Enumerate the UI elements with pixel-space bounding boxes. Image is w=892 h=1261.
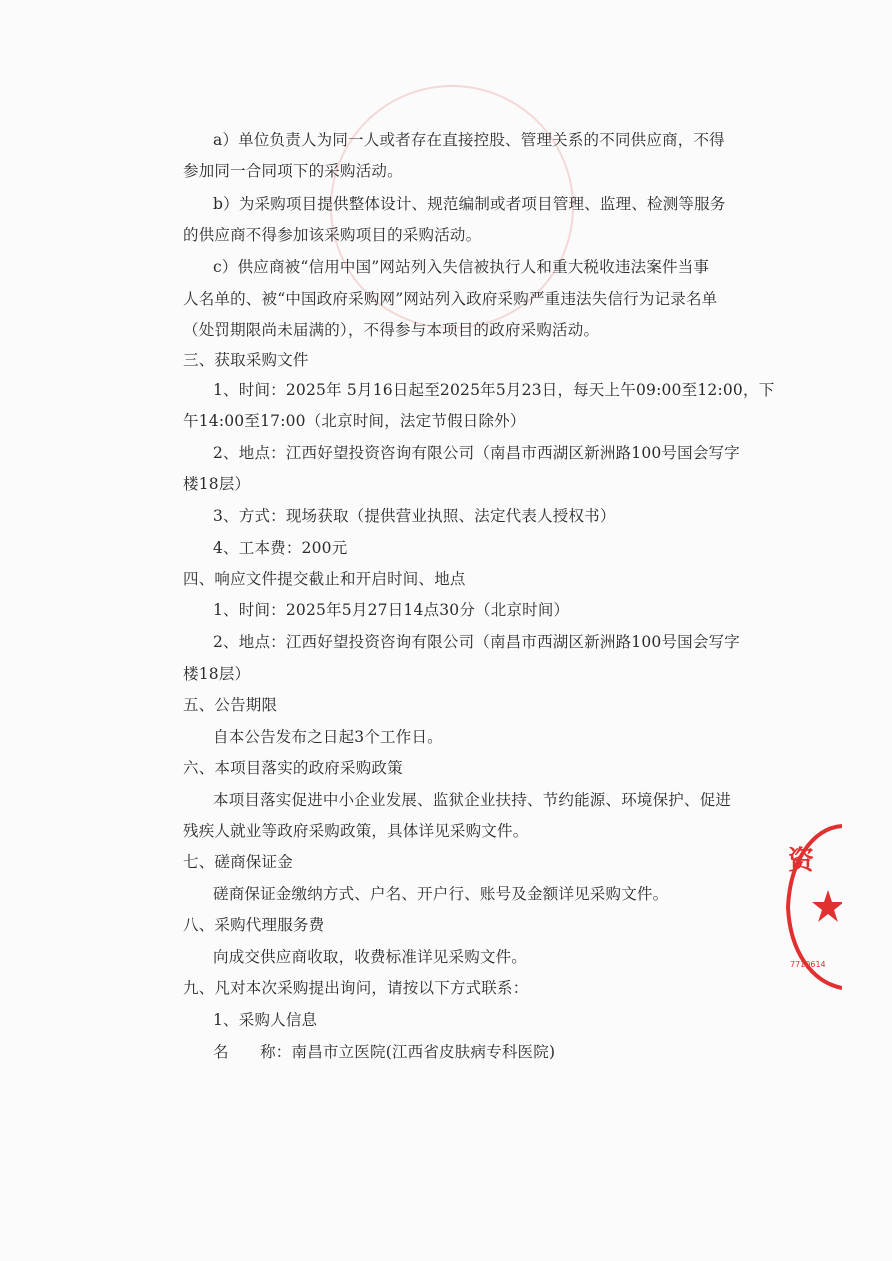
official-seal-partial [782,822,842,992]
text-line: 3、方式：现场获取（提供营业执照、法定代表人授权书） [213,507,616,525]
text-line: 2、地点：江西好望投资咨询有限公司（南昌市西湖区新洲路100号国会写字 [213,633,740,651]
text-line: 向成交供应商收取，收费标准详见采购文件。 [213,948,528,966]
section-heading: 五、公告期限 [183,696,278,714]
section-heading: 六、本项目落实的政府采购政策 [183,759,403,777]
text-line: 人名单的、被“中国政府采购网”网站列入政府采购严重违法失信行为记录名单 [183,290,718,308]
section-heading: 九、凡对本次采购提出询问，请按以下方式联系： [183,979,529,997]
text-line: a）单位负责人为同一人或者存在直接控股、管理关系的不同供应商，不得 [213,131,725,149]
seal-text: 资 [788,846,815,876]
text-line: （处罚期限尚未届满的），不得参与本项目的政府采购活动。 [183,321,600,339]
section-heading: 七、磋商保证金 [183,853,293,871]
text-line: 残疾人就业等政府采购政策，具体详见采购文件。 [183,822,529,840]
text-line: 的供应商不得参加该采购项目的采购活动。 [183,226,482,244]
text-line: 午14:00至17:00（北京时间，法定节假日除外） [183,412,526,430]
text-line: 1、采购人信息 [213,1011,318,1029]
text-line: 名 称：南昌市立医院(江西省皮肤病专科医院) [213,1043,556,1061]
section-heading: 四、响应文件提交截止和开启时间、地点 [183,570,466,588]
text-line: b）为采购项目提供整体设计、规范编制或者项目管理、监理、检测等服务 [213,195,726,213]
text-line: 4、工本费：200元 [213,539,348,557]
text-line: 本项目落实促进中小企业发展、监狱企业扶持、节约能源、环境保护、促进 [213,791,732,809]
text-line: 参加同一合同项下的采购活动。 [183,162,403,180]
text-line: 楼18层） [183,665,251,683]
seal-shape-icon [782,822,842,992]
text-line: 2、地点：江西好望投资咨询有限公司（南昌市西湖区新洲路100号国会写字 [213,444,740,462]
text-line: 磋商保证金缴纳方式、户名、开户行、账号及金额详见采购文件。 [213,885,669,903]
seal-number: 7710614 [790,960,826,969]
text-line: 1、时间：2025年5月27日14点30分（北京时间） [213,601,570,619]
text-line: 楼18层） [183,475,251,493]
section-heading: 三、获取采购文件 [183,351,309,369]
text-line: 自本公告发布之日起3个工作日。 [213,728,443,746]
text-line: c）供应商被“信用中国”网站列入失信被执行人和重大税收违法案件当事 [213,258,710,276]
section-heading: 八、采购代理服务费 [183,916,325,934]
text-line: 1、时间：2025年 5月16日起至2025年5月23日，每天上午09:00至12:00，下 [213,381,775,399]
